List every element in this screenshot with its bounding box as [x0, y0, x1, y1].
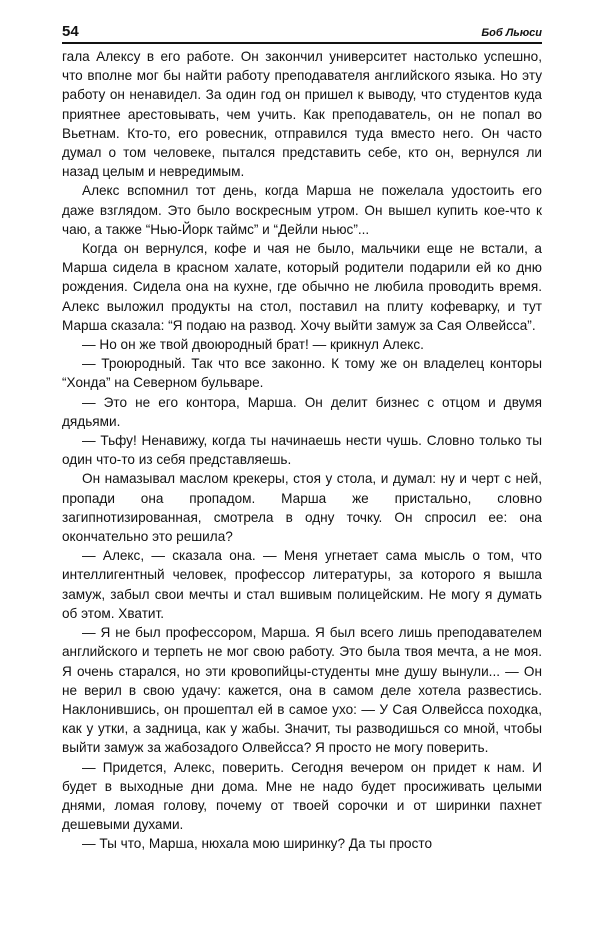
- paragraph-9: — Алекс, — сказала она. — Меня угнетает сама мысль о том, что интеллигентный человек, профессор литературы, за которого я вышла замуж, забыл свои мечты и стал вшивым полицейским. Не могу я думать об этом. Хватит.: [62, 548, 542, 621]
- book-page: [62, 22, 542, 854]
- paragraph-1: гала Алексу в его работе. Он закончил университет настолько успешно, что вполне мог бы найти работу преподавателя английского языка. Но эту работу он ненавидел. За один год он пришел к выводу, что студентов куда приятнее арестовывать, чем учить. Как преподаватель, он не попал во Вьетнам. Кто-то, его ровесник, отправился туда вместо него. Он часто думал о том человеке, пытался представить себе, кто он, вернулся ли назад целым и невредимым.: [62, 49, 542, 180]
- paragraph-11: — Придется, Алекс, поверить. Сегодня вечером он придет к нам. И будет в выходные дни дома. Мне не надо будет просиживать целыми днями, ломая голову, почему от твоей сорочки и от ширинки пахнет дешевыми духами.: [62, 759, 542, 833]
- paragraph-10: — Я не был профессором, Марша. Я был всего лишь преподавателем английского и терпеть не мог свою работу. Это была твоя мечта, а не моя. Я очень старался, но эти кровопийцы-студенты мне душу вынули... — Он не верил в свою удачу: кажется, она в самом деле хотела развестись. Наклонившись, он прошептал ей в самое ухо: — У Сая Олвейсса походка, как у утки, а задница, как у жабы. Значит, ты разводишься со мной, чтобы выйти замуж за жабозадого Олвейсса? Я просто не могу поверить.: [62, 625, 542, 756]
- paragraph-6: — Это не его контора, Марша. Он делит бизнес с отцом и двумя дядьями.: [62, 394, 542, 429]
- running-head: [62, 22, 542, 40]
- header-rule: [62, 42, 542, 44]
- paragraph-8: Он намазывал маслом крекеры, стоя у стола, и думал: ну и черт с ней, пропади она пропадом. Марша же пристально, словно загипнотизированная, смотрела в одну точку. Он спросил ее: она окончательно это решила?: [62, 471, 542, 545]
- paragraph-3: Когда он вернулся, кофе и чая не было, мальчики еще не встали, а Марша сидела в красном халате, который родители подарили ей ко дню рождения. Сидела она на кухне, где обычно не любила проводить время. Алекс выложил продукты на стол, поставил на плиту кофеварку, и тут Марша сказала: “Я подаю на развод. Хочу выйти замуж за Сая Олвейсса”.: [62, 241, 542, 333]
- paragraph-7: — Тьфу! Ненавижу, когда ты начинаешь нести чушь. Словно только ты один что-то из себя представляешь.: [62, 433, 542, 468]
- running-title: Боб Льюси: [481, 27, 542, 39]
- body-text: [62, 47, 542, 854]
- paragraph-5: — Троюродный. Так что все законно. К тому же он владелец конторы “Хонда” на Северном бульваре.: [62, 356, 542, 391]
- page-number: 54: [62, 23, 79, 40]
- paragraph-2: Алекс вспомнил тот день, когда Марша не пожелала удостоить его даже взглядом. Это было воскресным утром. Он вышел купить кое-что к чаю, а также “Нью-Йорк таймс” и “Дейли ньюс”...: [62, 183, 542, 237]
- paragraph-4: — Но он же твой двоюродный брат! — крикнул Алекс.: [82, 337, 424, 353]
- paragraph-12: — Ты что, Марша, нюхала мою ширинку? Да ты просто: [82, 836, 433, 852]
